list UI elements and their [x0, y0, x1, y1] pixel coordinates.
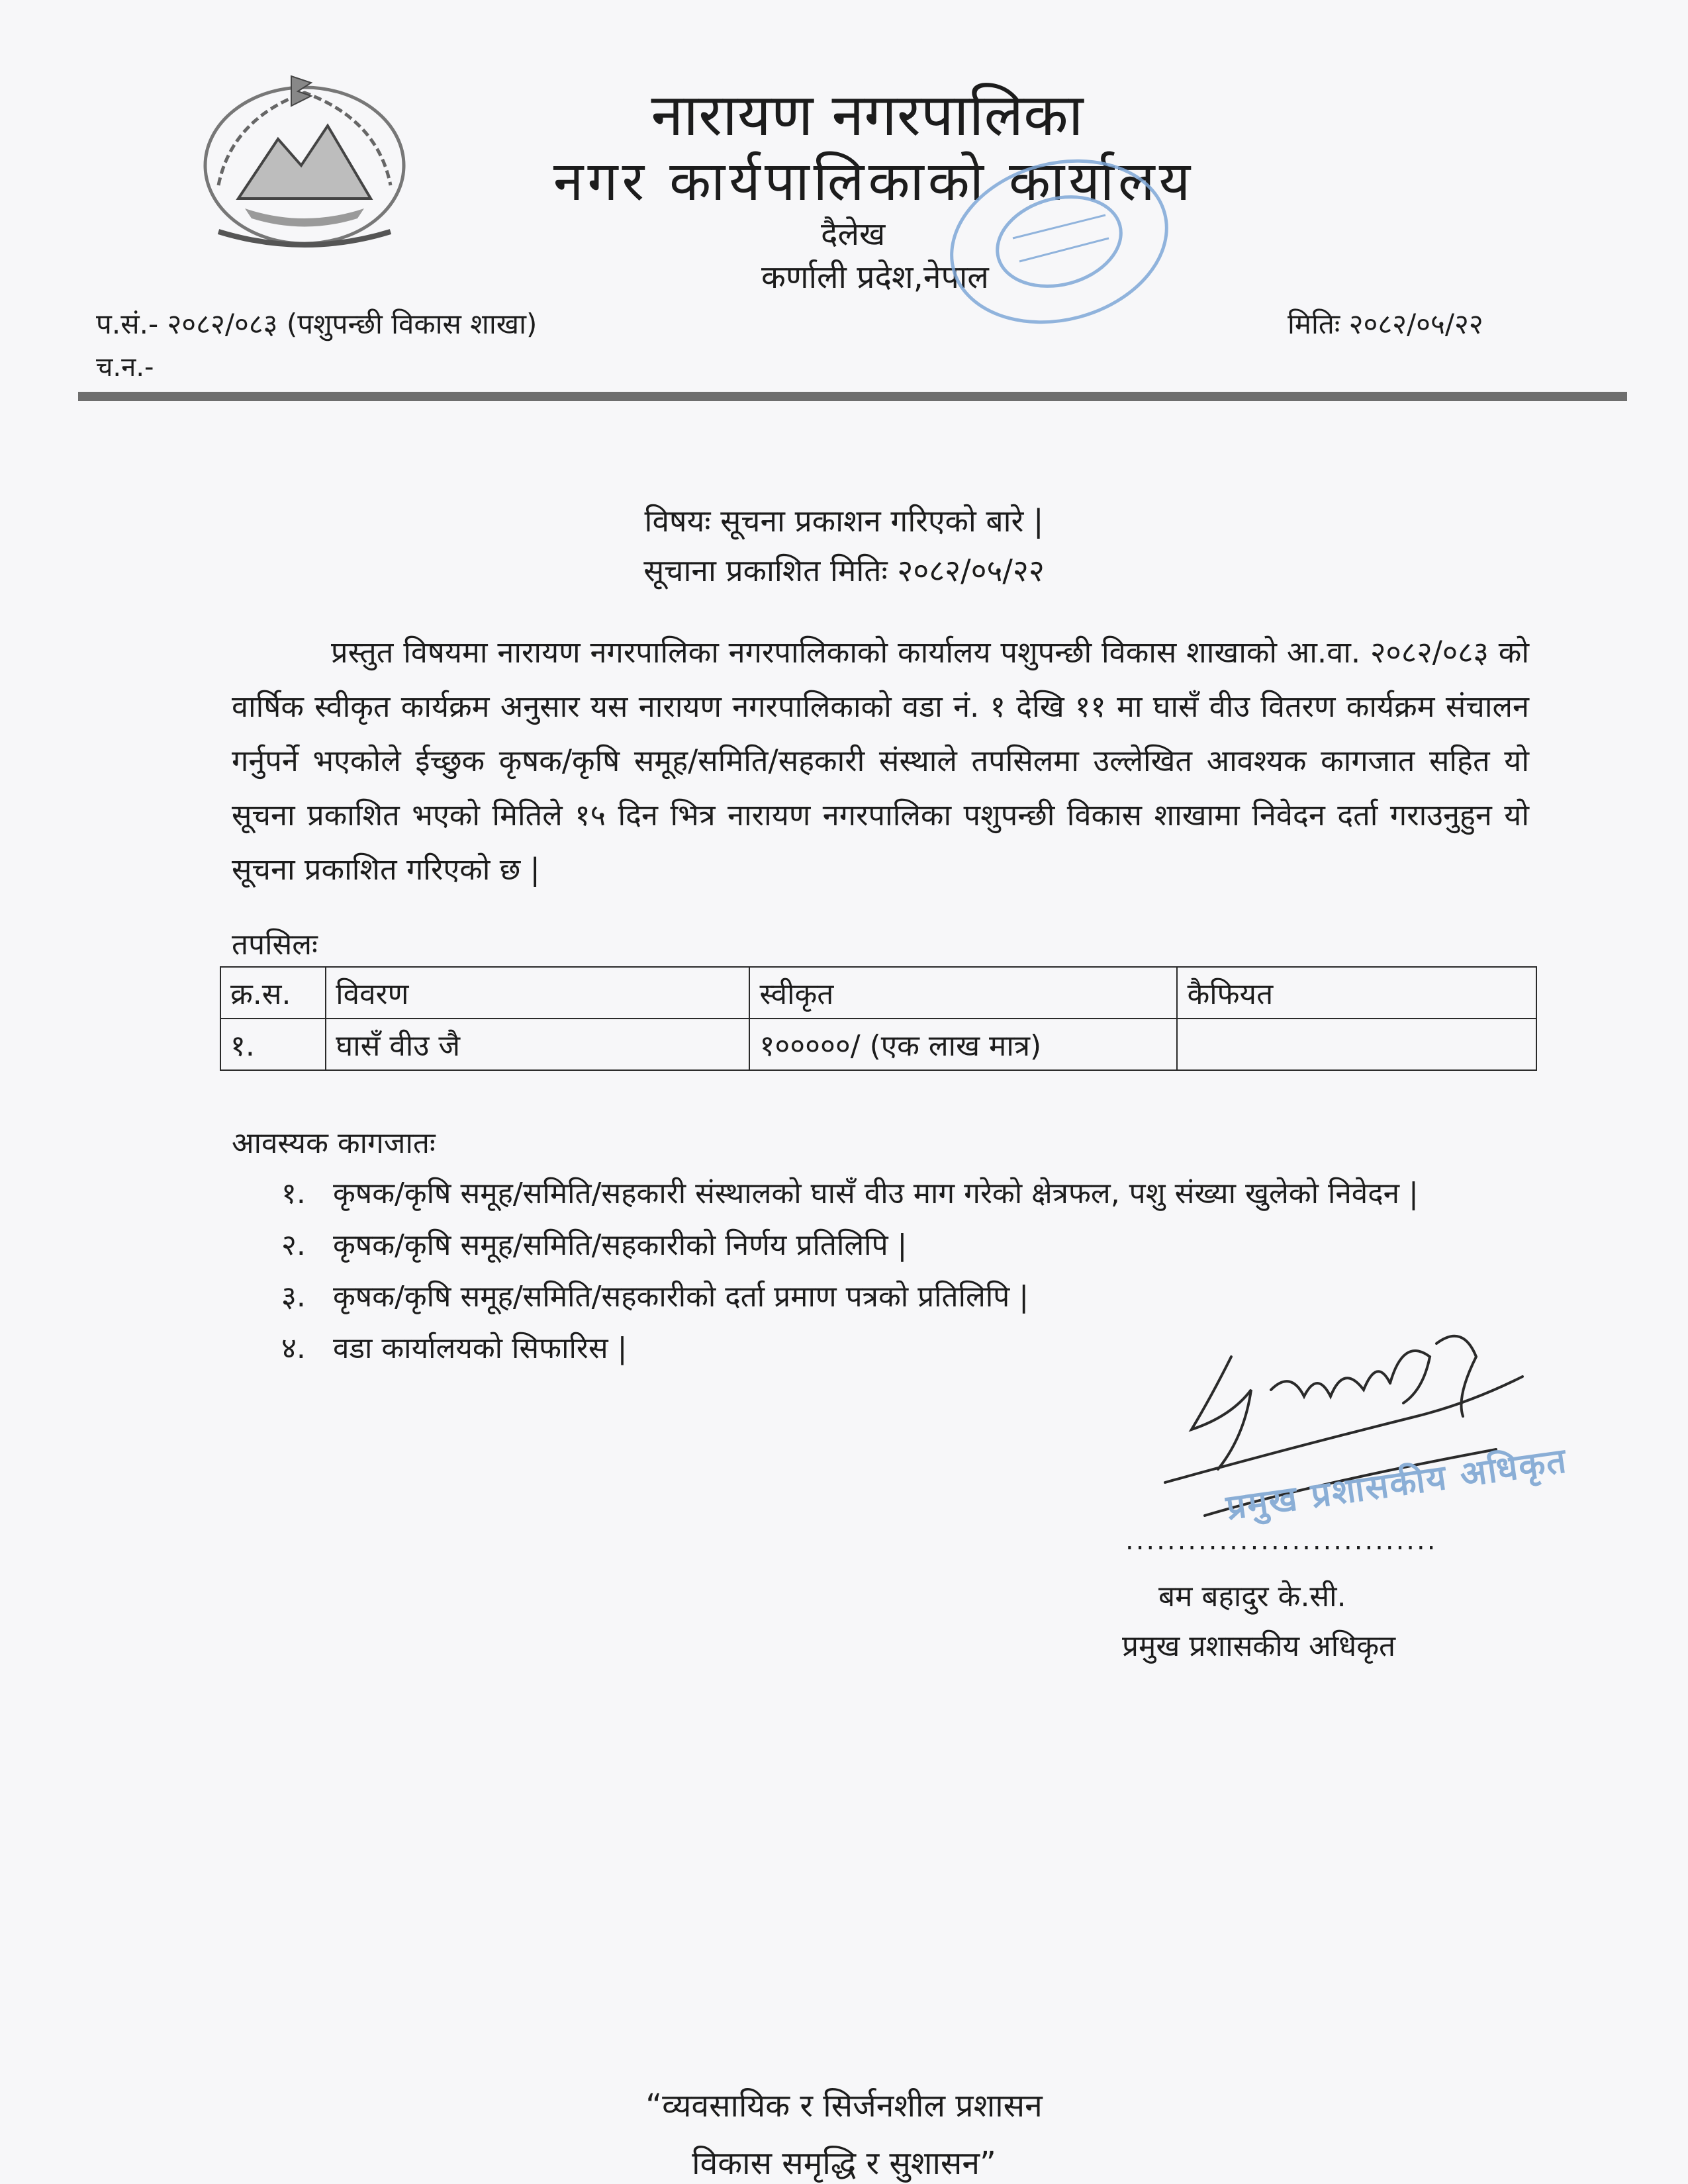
list-item — [281, 1168, 1552, 1220]
list-item — [281, 1220, 1552, 1271]
item-text: कृषक/कृषि समूह/समिति/सहकारी संस्थालको घासँ वीउ माग गरेको क्षेत्रफल, पशु संख्या खुलेको निवेदन | — [333, 1177, 1419, 1210]
dispatch-number: च.न.- — [96, 352, 154, 383]
municipality-name: नारायण नगरपालिका — [651, 81, 1084, 149]
cell-approved: १०००००/ (एक लाख मात्र) — [749, 1019, 1177, 1070]
item-number: २. — [281, 1228, 306, 1262]
signature-icon — [1152, 1317, 1536, 1555]
notice-body: प्रस्तुत विषयमा नारायण नगरपालिका नगरपालिकाको कार्यालय पशुपन्छी विकास शाखाको आ.वा. २०८२/०८३ को वार्षिक स्वीकृत कार्यक्रम अनुसार यस नारायण नगरपालिकाको वडा नं. १ देखि ११ मा घासँ वीउ वितरण कार्यक्रम संचालन गर्नुपर्ने भएकोले ईच्छुक कृषक/कृषि समूह/समिति/सहकारी संस्थाले तपसिलमा उल्लेखित आवश्यक कागजात सहित यो सूचना प्रकाशित भएको मितिले १५ दिन भित्र नारायण नगरपालिका पशुपन्छी विकास शाखामा निवेदन दर्ता गराउनुहुन यो सूचना प्रकाशित गरिएको छ | — [232, 635, 1529, 887]
header-serial: क्र.स. — [220, 967, 326, 1019]
table-header-row — [220, 967, 1536, 1019]
header-remarks: कैफियत — [1177, 967, 1536, 1019]
cell-remarks — [1177, 1019, 1536, 1070]
cell-serial: १. — [220, 1019, 326, 1070]
published-date: सूचाना प्रकाशित मितिः २०८२/०५/२२ — [643, 553, 1045, 588]
district-name: दैलेख — [821, 216, 886, 253]
notice-subject: विषयः सूचना प्रकाशन गरिएको बारे | — [644, 503, 1044, 539]
item-number: ४. — [281, 1332, 306, 1365]
item-number: १. — [281, 1177, 306, 1210]
header-approved: स्वीकृत — [749, 967, 1177, 1019]
motto-line-2: विकास समृद्धि र सुशासन” — [692, 2145, 996, 2182]
signatory-name: बम बहादुर के.सी. — [1158, 1580, 1346, 1614]
motto-line-1: “व्यवसायिक र सिर्जनशील प्रशासन — [645, 2087, 1043, 2124]
item-text: कृषक/कृषि समूह/समिति/सहकारीको दर्ता प्रमाण पत्रको प्रतिलिपि | — [333, 1280, 1029, 1314]
signatory-stamp: प्रमुख प्रशासकीय अधिकृत — [1223, 1441, 1570, 1528]
list-item — [281, 1271, 1552, 1323]
header-divider — [78, 392, 1627, 401]
item-number: ३. — [281, 1280, 306, 1314]
header-description: विवरण — [326, 967, 749, 1019]
signature-line: .............................. — [1125, 1525, 1438, 1556]
details-label: तपसिलः — [232, 928, 318, 962]
cell-description: घासँ वीउ जै — [326, 1019, 749, 1070]
table-row — [220, 1019, 1536, 1070]
signatory-title: प्रमुख प्रशासकीय अधिकृत — [1122, 1629, 1396, 1663]
province-name: कर्णाली प्रदेश,नेपाल — [761, 259, 989, 296]
item-text: वडा कार्यालयको सिफारिस | — [333, 1332, 628, 1365]
requirements-title: आवस्यक कागजातः — [232, 1126, 436, 1160]
details-table — [220, 966, 1537, 1071]
item-text: कृषक/कृषि समूह/समिति/सहकारीको निर्णय प्रतिलिपि | — [333, 1228, 908, 1262]
office-stamp-icon — [940, 152, 1178, 331]
reference-number: प.सं.- २०८२/०८३ (पशुपन्छी विकास शाखा) — [96, 308, 538, 340]
letter-date: मितिः २०८२/०५/२२ — [1288, 308, 1483, 340]
office-name: नगर कार्यपालिकाको कार्यालय — [553, 150, 1195, 213]
